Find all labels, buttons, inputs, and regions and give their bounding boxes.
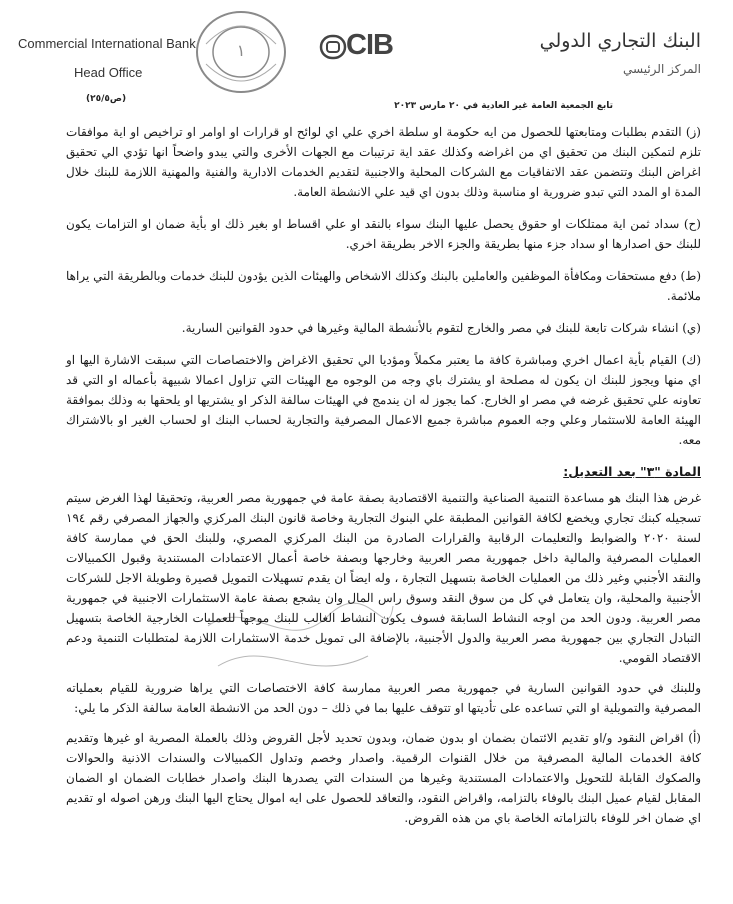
paragraph-k: (ك) القيام بأية اعمال اخري ومباشرة كافة ما يعتبر مكملاً ومؤديا الي تحقيق الاغراض والاختصاصات التي سبقت الاشارة اليها او اي منها ويجوز للبنك ان يكون له مصلحة او يشترك باي وجه من الوجوه مع الهيئات التي تزاول اعمالا شبيهة بأعماله او التي قد تعاونه علي تحقيق غرضه في مصر او الخارج. كما يجوز له ان يندمج في الهيئات سالفة الذكر او يشتريها او يلحقها به وذلك بموافقة الهيئة العامة للاستثمار وعلي وجه العموم مباشرة جميع الاعمال المصرفية والتجارية لحساب البنك او لحساب الغير او بالاشتراك معه. (66, 353, 701, 447)
paragraph-z: (ز) التقدم بطلبات ومتابعتها للحصول من ايه حكومة او سلطة اخري علي اي لوائح او قرارات او اوامر او تراخيص او اية موافقات تلزم لتمكين البنك من تحقيق اي من اغراضه وكذلك عقد اية ترتيبات مع الجهات الأخرى والتي يبدو واضحاً انها تؤدي الي تحقيق اغراض البنك وتتضمن عقد الاتفاقيات مع الشركات المحلية والاجنبية لتقديم الخدمات الادارية والفنية والمهنية اللازمة للبنك خلال المدة او المدد التي تبدو ضرورية او مناسبة وذلك بدون اي قيد علي الانشطة العامة. (66, 125, 701, 199)
article-body-1: غرض هذا البنك هو مساعدة التنمية الصناعية والتنمية الاقتصادية بصفة عامة في جمهورية مصر العربية، وتحقيقا لهذا الغرض سيتم تسجيله كبنك تجاري ويخضع لكافة القوانين المطبقة علي البنوك التجارية وخاصة قانون البنك المركزي والجهاز المصرفي رقم ١٩٤ لسنة ٢٠٢٠ والضوابط والتعليمات الرقابية والقرارات الصادرة من البنك المركزي المصري، وللبنك الحق في ممارسة كافة العمليات المصرفية والمالية داخل جمهورية مصر العربية وخارجها وبصفة خاصة أعمال الاعتمادات المستندية وقبول الكمبيالات والنقد الأجنبي وغير ذلك من العمليات الخاصة بتسهيل التجارة ، وله ايضاً ان يقدم تسهيلات التمويل قصيرة وطويلة الاجل للشركات الأجنبية والمحلية، وان يتعامل في كل من سوق النقد وسوق راس المال وان يشجع بصفة عامة الاستثمارات الاجنبية في جمهورية مصر العربية. ودون الحد من اوجه النشاط السابقة فسوف يكون النشاط الغالب للبنك موجهاً للعمليات الخارجية الخاصة بتسهيل التبادل التجاري بين جمهورية مصر العربية والدول الأجنبية، بالإضافة الى تمويل خدمة الاستثمارات اللازمة لمتطلبات التنمية ودعم الاقتصاد القومي. (66, 491, 701, 665)
paragraph-y: (ي) انشاء شركات تابعة للبنك في مصر والخارج لتقوم بالأنشطة المالية وغيرها في حدود القوانين السارية. (181, 321, 701, 335)
bank-name-english: Commercial International Bank (18, 36, 196, 51)
head-office-english: Head Office (74, 65, 143, 80)
svg-text:١: ١ (236, 41, 246, 60)
bank-name-arabic: البنك التجاري الدولي (539, 30, 701, 52)
head-office-arabic: المركز الرئيسي (623, 62, 701, 76)
article-body-2: وللبنك في حدود القوانين السارية في جمهورية مصر العربية ممارسة كافة الاختصاصات التي يراها ضرورية للقيام بعملياته المصرفية والتمويلية او التي تساعده على تأديتها او تتوقف عليها بما في ذلك – دون الحد من الانشطة العامة سالفة الذكر ما يلي: (66, 681, 701, 715)
article-item-a: (أ) اقراض النقود و/او تقديم الائتمان بضمان او بدون ضمان، وبدون تحديد لأجل القروض وذلك بالعملة المصرية او غيرها وتقديم كافة الخدمات المالية المصرفية من خلال القنوات الرقمية. واصدار وخصم وتداول الكمبيالات والسندات الاذنية والحوالات والصكوك القابلة للتحويل والاعتمادات المستندية وغيرها من السندات التي يصدرها البنك واصدار خطابات الضمان او الضمان المقابل لقيام عميل البنك بالوفاء بالتزامه، واقراض النقود، والتعاقد للحصول على ايه اموال يحتاج اليها البنك ورهن اصوله او تقديم اي ضمان اخر للوفاء بالتزاماته الخاصة باي من هذه القروض. (66, 731, 701, 825)
cib-logo-text: CIB (346, 29, 393, 61)
page-number: (ص٢٥/٥) (86, 94, 127, 104)
paragraph-h: (ح) سداد ثمن اية ممتلكات او حقوق يحصل عليها البنك سواء بالنقد او علي اقساط او بغير ذلك او بأية ضمان او التزامات يكون للبنك حق اصدارها او سداد جزء منها بطريقة والجزء الاخر بطريقة اخري. (66, 217, 701, 251)
cib-logo (318, 29, 394, 64)
meeting-title: تابع الجمعية العامة غير العادية في ٢٠ مارس ٢٠٢٣ (394, 101, 613, 111)
official-stamp (192, 6, 290, 98)
article-title: المادة "٣" بعد التعديل: (563, 464, 701, 479)
document-body (66, 122, 701, 840)
paragraph-t: (ط) دفع مستحقات ومكافأة الموظفين والعاملين بالبنك وكذلك الاشخاص والهيئات الذين يؤدون للبنك خدمات وبالطريقة التي يراها ملائمة. (66, 269, 701, 303)
